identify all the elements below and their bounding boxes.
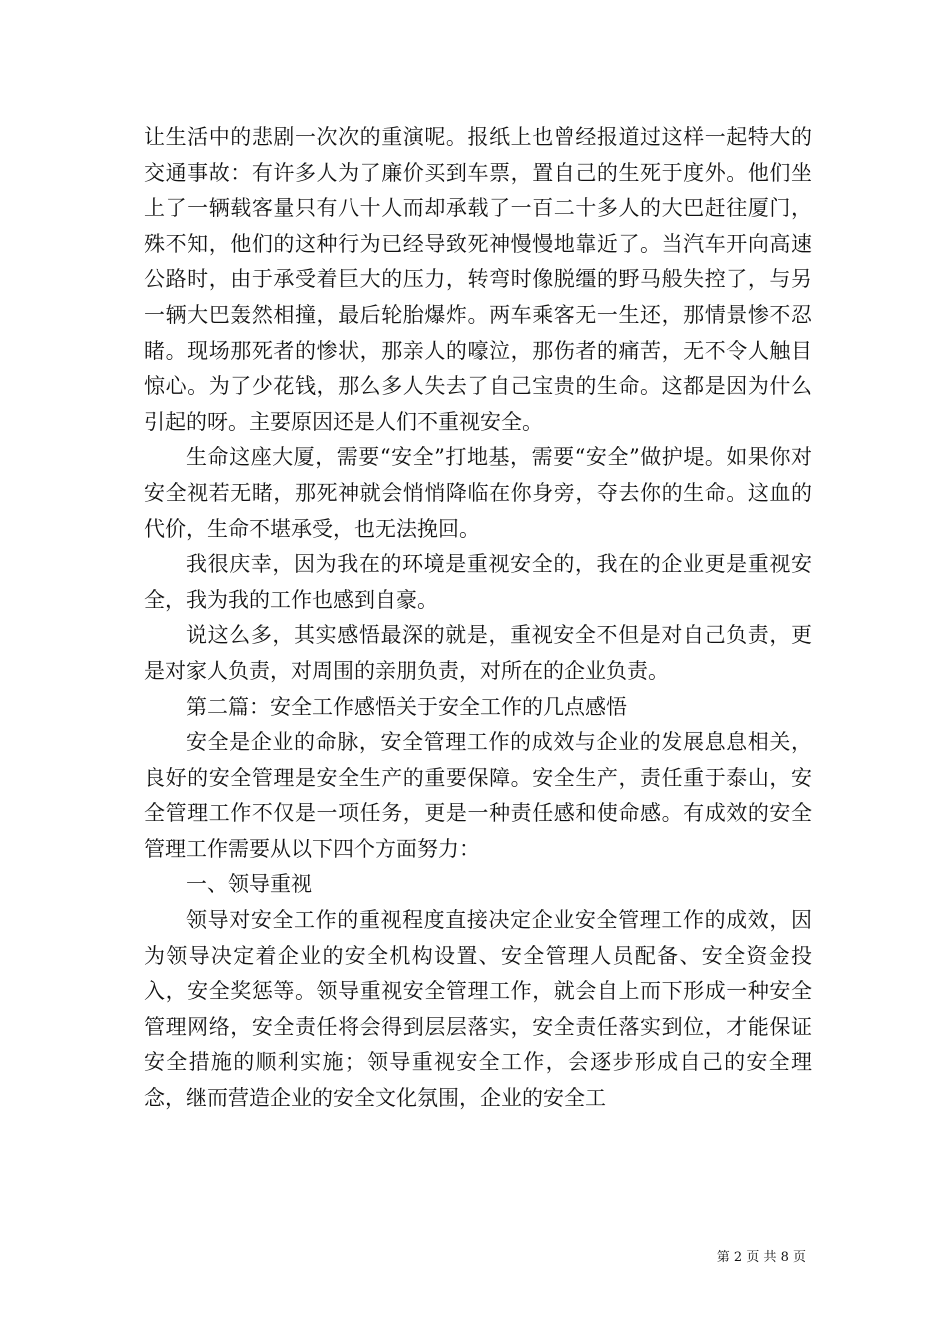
paragraph-8: 领导对安全工作的重视程度直接决定企业安全管理工作的成效，因为领导决定着企业的安全机构设置、安全管理人员配备、安全资金投入，安全奖惩等。领导重视安全管理工作，就会自上而下形成一种安全管理网络，安全责任将会得到层层落实，安全责任落实到位，才能保证安全措施的顺利实施；领导重视安全工作，会逐步形成自己的安全理念，继而营造企业的安全文化氛围，企业的安全工 (144, 908, 812, 1111)
paragraph-3: 我很庆幸，因为我在的环境是重视安全的，我在的企业更是重视安全，我为我的工作也感到自豪。 (144, 552, 812, 612)
subheading-leadership: 一、领导重视 (186, 872, 312, 897)
paragraph-4: 说这么多，其实感悟最深的就是，重视安全不但是对自己负责，更是对家人负责，对周围的亲朋负责，对所在的企业负责。 (144, 623, 812, 683)
paragraph-6: 安全是企业的命脉，安全管理工作的成效与企业的发展息息相关，良好的安全管理是安全生产的重要保障。安全生产，责任重于泰山，安全管理工作不仅是一项任务，更是一种责任感和使命感。有成效的安全管理工作需要从以下四个方面努力： (144, 730, 812, 861)
paragraph-1: 让生活中的悲剧一次次的重演呢。报纸上也曾经报道过这样一起特大的交通事故：有许多人为了廉价买到车票，置自己的生死于度外。他们坐上了一辆载客量只有八十人而却承载了一百二十多人的大巴赶往厦门，殊不知，他们的这种行为已经导致死神慢慢地靠近了。当汽车开向高速公路时，由于承受着巨大的压力，转弯时像脱缰的野马般失控了，与另一辆大巴轰然相撞，最后轮胎爆炸。两车乘客无一生还，那情景惨不忍睹。现场那死者的惨状，那亲人的嚎泣，那伤者的痛苦，无不令人触目惊心。为了少花钱，那么多人失去了自己宝贵的生命。这都是因为什么引起的呀。主要原因还是人们不重视安全。 (144, 125, 812, 434)
paragraph-2: 生命这座大厦，需要“安全”打地基，需要“安全”做护堤。如果你对安全视若无睹，那死神就会悄悄降临在你身旁，夺去你的生命。这血的代价，生命不堪承受，也无法挽回。 (144, 445, 812, 541)
page-number-footer: 第 2 页 共 8 页 (716, 1250, 806, 1265)
document-body (144, 120, 812, 1117)
section-heading-part-two: 第二篇：安全工作感悟关于安全工作的几点感悟 (186, 694, 627, 719)
